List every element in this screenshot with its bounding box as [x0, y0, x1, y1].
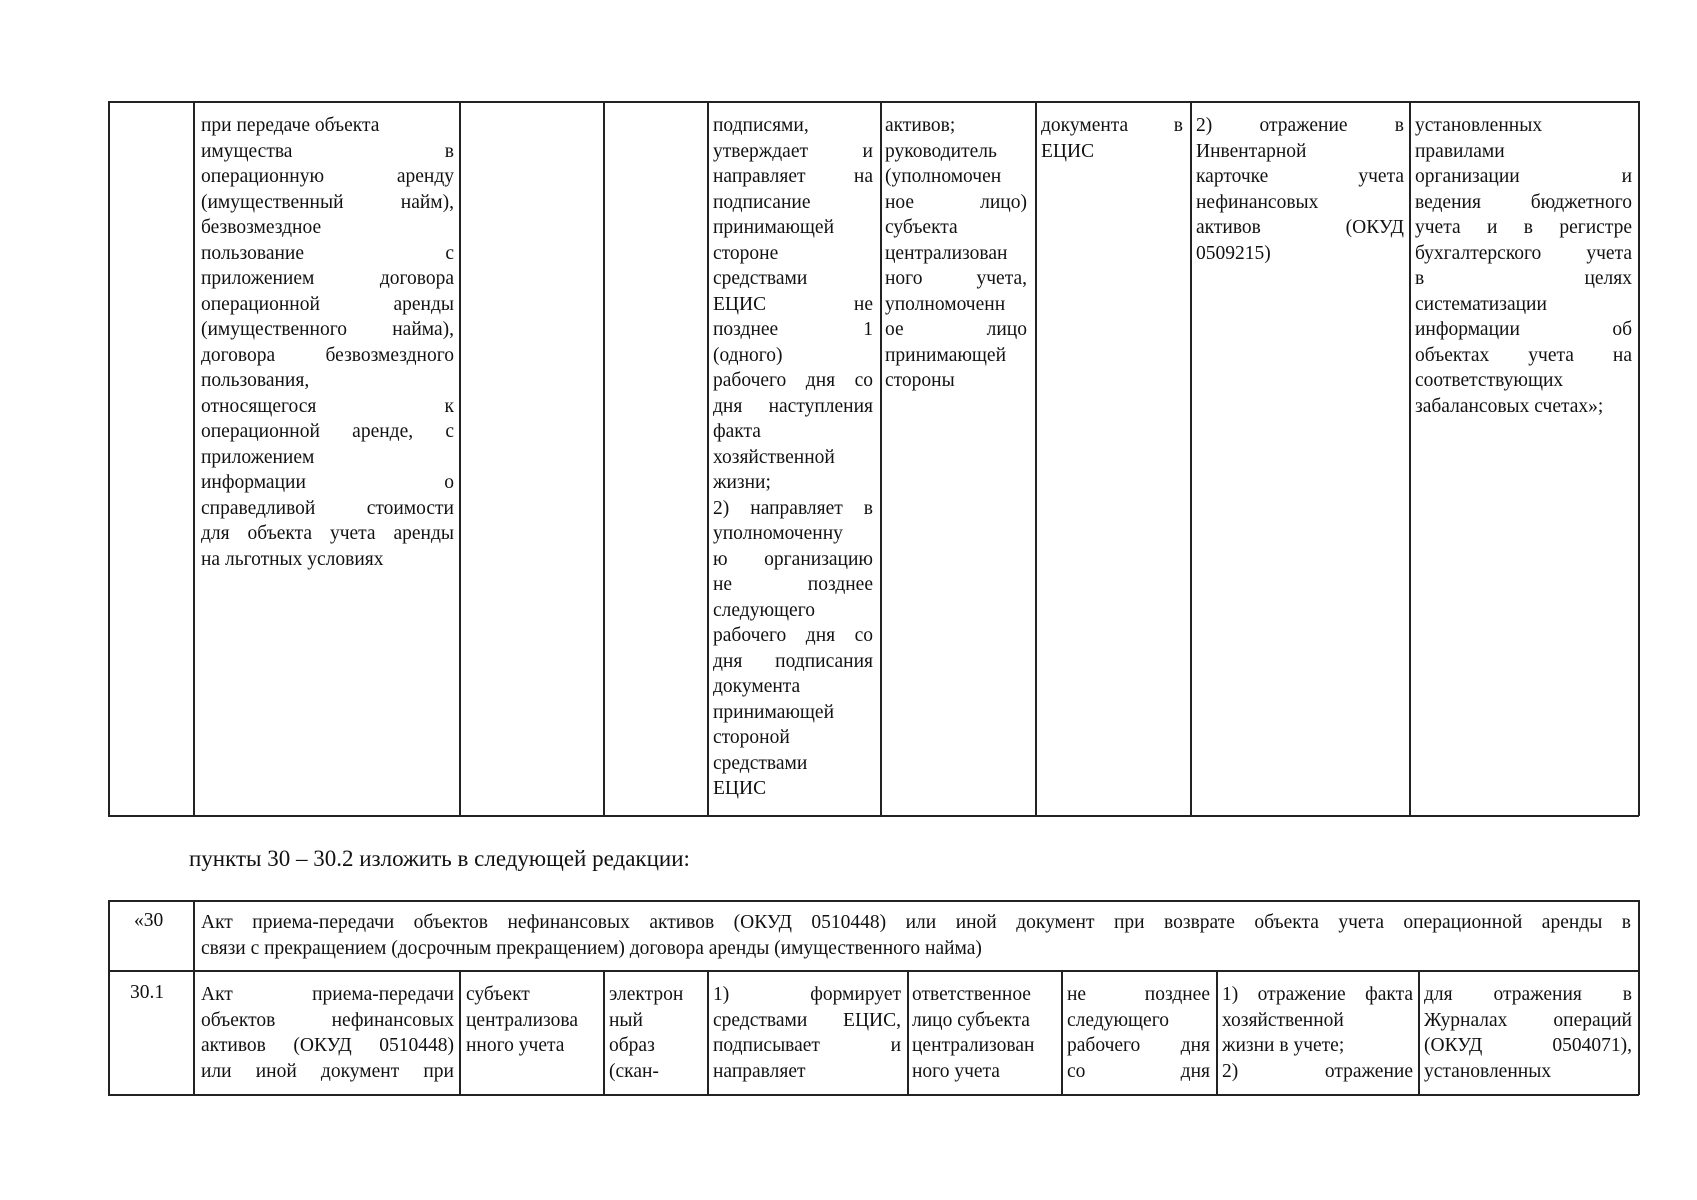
text-line: пользование с: [201, 242, 454, 264]
top-col8-cell: [1196, 113, 1404, 266]
bottom-table-divider: [1418, 970, 1420, 1095]
bottom-table-border-top: [108, 900, 1639, 902]
text-line: следующего: [1067, 1009, 1169, 1031]
text-line: (одного): [713, 344, 783, 366]
text-line: жизни;: [713, 472, 771, 493]
text-line: объектах учета на: [1415, 344, 1632, 366]
text-line: на льготных условиях: [201, 548, 384, 570]
text-line: не позднее: [1067, 984, 1210, 1005]
text-line: не позднее: [713, 574, 873, 595]
text-line: документа: [713, 676, 801, 697]
text-line: ое лицо: [885, 319, 1027, 340]
text-line: субъект: [466, 984, 530, 1005]
text-line: следующего: [713, 599, 815, 621]
text-line: (имущественного найма),: [201, 319, 454, 340]
text-line: в целях: [1415, 268, 1632, 289]
bottom-table-divider: [459, 970, 461, 1095]
bottom-table-divider: [1216, 970, 1218, 1095]
text-line: рабочего дня со: [713, 370, 873, 391]
text-line: факта: [713, 421, 761, 442]
text-line: для объекта учета аренды: [201, 523, 454, 544]
text-line: приложением договора: [201, 268, 454, 289]
top-table-divider: [193, 101, 195, 816]
text-line: средствами: [713, 268, 808, 289]
text-line: 0509215): [1196, 242, 1271, 264]
text-line: хозяйственной: [1222, 1009, 1344, 1031]
top-table-divider: [459, 101, 461, 816]
text-line: образ: [609, 1035, 655, 1056]
text-line: (имущественный найм),: [201, 191, 454, 213]
text-line: активов (ОКУД: [1196, 217, 1404, 238]
text-line: ю организацию: [713, 548, 873, 570]
text-line: подписывает и: [713, 1035, 901, 1056]
text-line: ный: [609, 1009, 643, 1031]
bottom-table-row-divider: [108, 970, 1639, 972]
text-line: жизни в учете;: [1222, 1035, 1345, 1056]
row-30-text: [201, 910, 1631, 961]
bottom-table-divider: [907, 970, 909, 1095]
bottom-table-divider: [707, 970, 709, 1095]
text-line: лицо субъекта: [912, 1009, 1030, 1031]
text-line: субъекта: [885, 217, 958, 238]
top-table-divider: [1035, 101, 1037, 816]
bottom-table-divider: [1061, 970, 1063, 1095]
text-line: электрон: [609, 984, 684, 1005]
row-30-1-col4: [609, 982, 703, 1084]
text-line: нного учета: [466, 1035, 565, 1056]
text-line: руководитель: [885, 140, 997, 162]
text-line: бухгалтерского учета: [1415, 242, 1632, 264]
top-table-divider: [108, 101, 110, 816]
text-line: подписями,: [713, 115, 809, 136]
text-line: дня подписания: [713, 650, 873, 672]
bottom-table-divider: [1638, 900, 1640, 1095]
text-line: стороне: [713, 242, 779, 264]
top-table-divider: [1638, 101, 1640, 816]
text-line: ного учета: [912, 1060, 1000, 1082]
top-table-divider: [880, 101, 882, 816]
text-line: направляет: [713, 1060, 806, 1082]
text-line: рабочего дня со: [713, 625, 873, 646]
text-line: (ОКУД 0504071),: [1424, 1035, 1632, 1056]
text-line: забалансовых счетах»;: [1415, 395, 1604, 417]
text-line: ведения бюджетного: [1415, 191, 1632, 213]
text-line: имущества в: [201, 140, 454, 162]
row-30-1-col7: [1067, 982, 1210, 1084]
top-col9-cell: [1415, 113, 1632, 419]
text-line: операционную аренду: [201, 166, 454, 187]
text-line: ного учета,: [885, 268, 1027, 289]
text-line: правилами: [1415, 140, 1505, 162]
text-line: 2) отражение: [1222, 1060, 1413, 1082]
top-table-divider: [1190, 101, 1192, 816]
text-line: хозяйственной: [713, 446, 835, 468]
text-line: связи с прекращением (досрочным прекращением) договора аренды (имущественного найма): [201, 937, 982, 959]
text-line: Акт приема-передачи: [201, 984, 454, 1005]
top-col2-cell: [201, 113, 454, 572]
text-line: организации и: [1415, 166, 1632, 187]
text-line: принимающей: [713, 217, 835, 238]
text-line: справедливой стоимости: [201, 497, 454, 519]
text-line: централизован: [912, 1035, 1035, 1056]
text-line: установленных: [1424, 1060, 1552, 1082]
text-line: утверждает и: [713, 140, 873, 162]
text-line: ответственное: [912, 984, 1031, 1005]
text-line: централизован: [885, 242, 1008, 264]
text-line: ное лицо): [885, 191, 1027, 213]
text-line: ЕЦИС: [713, 778, 767, 799]
text-line: (уполномочен: [885, 166, 1002, 187]
text-line: 1) формирует: [713, 984, 901, 1005]
text-line: принимающей: [713, 701, 835, 723]
bottom-table-divider: [193, 900, 195, 1095]
top-col7-cell: [1041, 113, 1183, 164]
text-line: пользования,: [201, 370, 310, 391]
text-line: дня наступления: [713, 395, 873, 417]
text-line: нефинансовых: [1196, 191, 1319, 213]
text-line: приложением: [201, 446, 315, 468]
row-30-1-col9: [1424, 982, 1632, 1084]
text-line: информации об: [1415, 319, 1632, 340]
text-line: средствами: [713, 752, 808, 774]
text-line: (скан-: [609, 1060, 659, 1082]
text-line: принимающей: [885, 344, 1007, 366]
text-line: активов;: [885, 115, 956, 136]
top-table-divider: [1409, 101, 1411, 816]
text-line: соответствующих: [1415, 370, 1564, 391]
row-30-1-col3: [466, 982, 599, 1059]
text-line: объектов нефинансовых: [201, 1009, 454, 1031]
text-line: позднее 1: [713, 319, 873, 340]
row-30-1-col6: [912, 982, 1057, 1084]
text-line: систематизации: [1415, 293, 1547, 315]
text-line: ЕЦИС: [1041, 140, 1095, 162]
text-line: 1) отражение факта: [1222, 984, 1413, 1005]
text-line: рабочего дня: [1067, 1035, 1210, 1056]
text-line: стороны: [885, 370, 955, 391]
row-30-1-col2: [201, 982, 454, 1084]
text-line: операционной аренды: [201, 293, 454, 315]
text-line: Акт приема-передачи объектов нефинансовых активов (ОКУД 0510448) или иной документ при возврате объекта учета операционной аренды в: [201, 912, 1631, 933]
text-line: при передаче объекта: [201, 115, 380, 136]
text-line: установленных: [1415, 115, 1543, 136]
text-line: средствами ЕЦИС,: [713, 1009, 901, 1031]
text-line: безвозмездное: [201, 217, 322, 238]
top-table-divider: [603, 101, 605, 816]
text-line: уполномоченну: [713, 523, 843, 544]
top-table-divider: [707, 101, 709, 816]
section-instruction: пункты 30 – 30.2 изложить в следующей редакции:: [189, 846, 690, 871]
text-line: карточке учета: [1196, 166, 1404, 187]
top-col5-cell: [713, 113, 873, 802]
text-line: 2) направляет в: [713, 497, 873, 519]
text-line: относящегося к: [201, 395, 454, 417]
bottom-table-border-bottom: [108, 1094, 1639, 1096]
text-line: договора безвозмездного: [201, 344, 454, 366]
text-line: документа в: [1041, 115, 1183, 136]
text-line: Журналах операций: [1424, 1009, 1632, 1031]
bottom-table-divider: [108, 900, 110, 1095]
text-line: уполномоченн: [885, 293, 1006, 315]
row-30-number: «30: [134, 910, 164, 931]
row-30-1-col8: [1222, 982, 1413, 1084]
top-col6-cell: [885, 113, 1027, 394]
text-line: 2) отражение в: [1196, 115, 1404, 136]
row-30-1-number: 30.1: [130, 982, 165, 1003]
bottom-table-divider: [603, 970, 605, 1095]
text-line: централизова: [466, 1009, 578, 1031]
text-line: ЕЦИС не: [713, 293, 873, 315]
row-30-1-col5: [713, 982, 901, 1084]
text-line: для отражения в: [1424, 984, 1632, 1005]
text-line: активов (ОКУД 0510448): [201, 1035, 454, 1056]
text-line: направляет на: [713, 166, 873, 187]
text-line: учета и в регистре: [1415, 217, 1632, 238]
text-line: со дня: [1067, 1060, 1210, 1082]
text-line: информации о: [201, 472, 454, 493]
text-line: операционной аренде, с: [201, 421, 454, 442]
text-line: стороной: [713, 727, 790, 748]
text-line: подписание: [713, 191, 811, 213]
text-line: или иной документ при: [201, 1060, 454, 1082]
text-line: Инвентарной: [1196, 140, 1307, 162]
